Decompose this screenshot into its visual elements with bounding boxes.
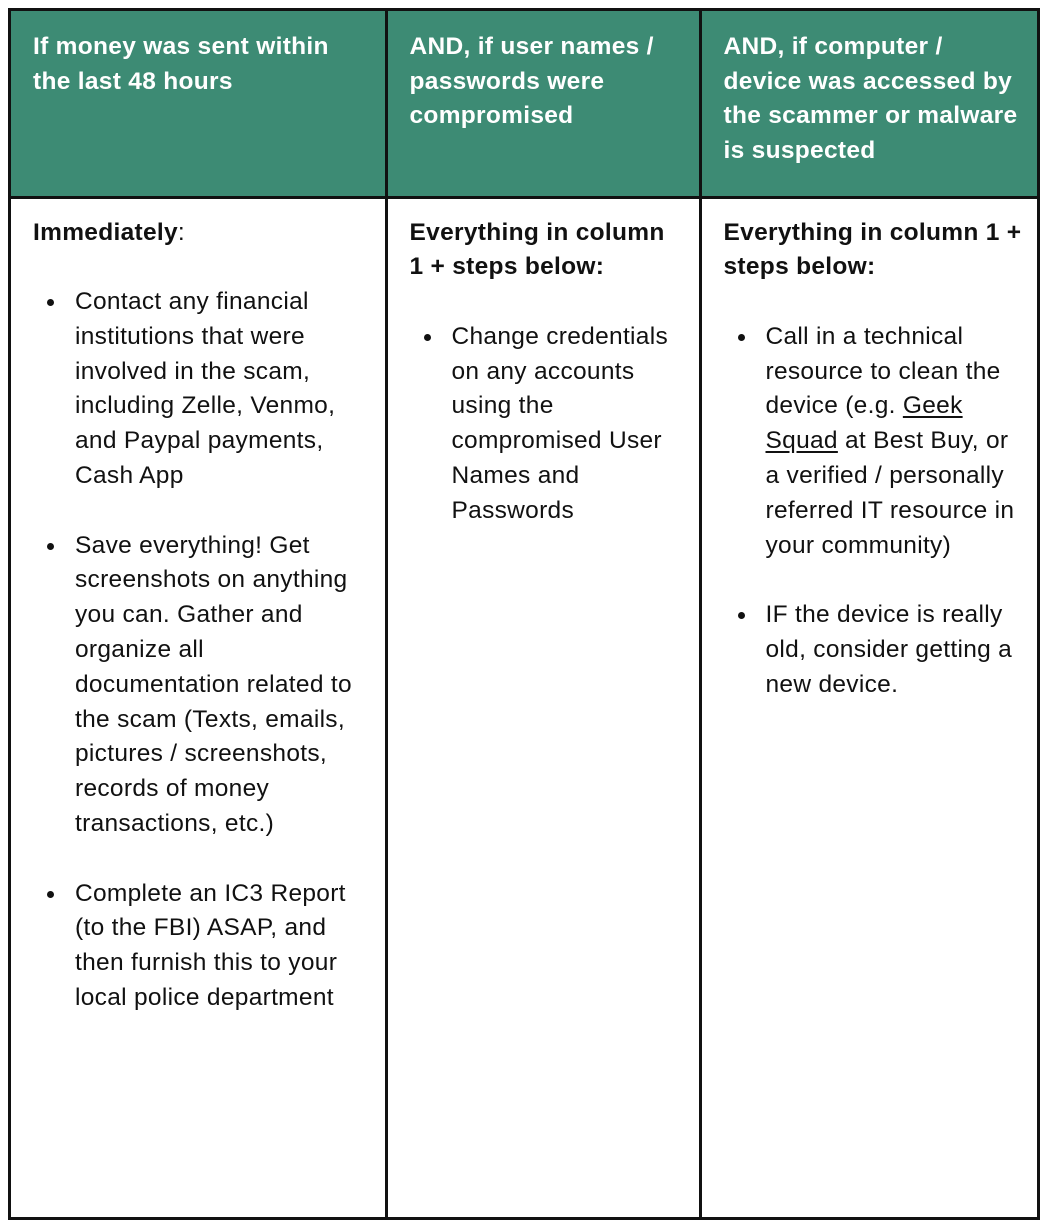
geek-squad-link[interactable]: Geek Squad [765,392,963,455]
column-1-lead-colon: : [177,218,186,246]
column-1-list [33,285,371,1016]
header-credentials-compromised: AND, if user names / passwords were compromised [386,11,700,197]
list-item-text-after: at Best Buy, or a verified / personally referred IT resource in your community) [765,427,1015,559]
list-item: IF the device is really old, consider getting a new device. [766,598,1024,702]
response-steps-table [11,11,1037,1217]
list-item: Save everything! Get screenshots on anything you can. Gather and organize all documentation related to the scam (Texts, emails, pictures / screenshots, records of money transactions, etc.) [75,529,371,842]
list-item-text-before: Call in a technical resource to clean the device (e.g. [765,322,1001,420]
header-device-accessed: AND, if computer / device was accessed by the scammer or malware is suspected [700,11,1037,197]
list-item: Contact any financial institutions that were involved in the scam, including Zelle, Venmo, and Paypal payments, Cash App [75,285,371,494]
column-1-lead [33,216,371,251]
column-3-lead [724,216,1024,286]
column-3-cell [700,197,1037,1217]
column-2-list [410,320,685,529]
column-2-lead [410,216,685,286]
column-2-cell [386,197,700,1217]
list-item [766,320,1024,564]
header-row [11,11,1037,197]
list-item: Change credentials on any accounts using the compromised User Names and Passwords [452,320,685,529]
column-3-lead-bold: Everything in column 1 + steps below: [723,218,1022,281]
header-money-sent: If money was sent within the last 48 hours [11,11,386,197]
steps-row [11,197,1037,1217]
column-3-list [724,320,1024,703]
column-1-lead-bold: Immediately [33,218,178,246]
column-1-cell [11,197,386,1217]
scam-response-table [8,8,1040,1220]
column-2-lead-bold: Everything in column 1 + steps below: [409,218,665,281]
list-item: Complete an IC3 Report (to the FBI) ASAP, and then furnish this to your local police department [75,877,371,1016]
